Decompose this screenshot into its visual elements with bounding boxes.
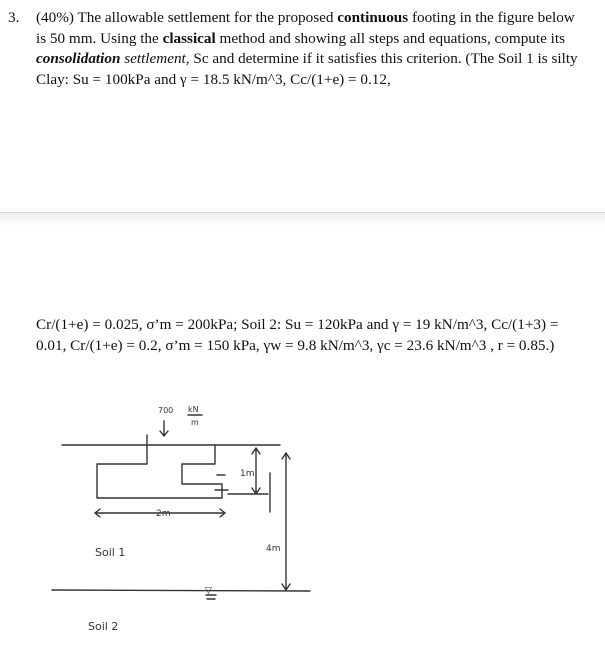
- section-separator: [0, 212, 605, 305]
- soil2-label: Soil 2: [88, 620, 119, 633]
- width-label: 2m: [156, 509, 171, 519]
- emphasis-settlement: settlement: [124, 50, 186, 67]
- text-seg: (40%) The allowable settlement for the proposed: [36, 9, 338, 26]
- water-table-icon: ▽: [205, 586, 212, 596]
- footing-sketch: [0, 395, 605, 647]
- text-seg: method and showing all steps and equations, compute its: [215, 29, 565, 47]
- question-number: 3.: [8, 9, 20, 26]
- emphasis-classical: classical: [162, 29, 216, 47]
- load-unit-top: kN: [188, 405, 199, 414]
- question-text-part1: [36, 8, 581, 90]
- text-seg: footing in the figure below is 50 mm. Using the: [36, 9, 575, 47]
- soil-layer-boundary: [52, 590, 310, 591]
- question-text-part2: Cr/(1+e) = 0.025, σ’m = 200kPa; Soil 2: Su = 120kPa and γ = 19 kN/m^3, Cc/(1+3) = 0.01, Cr/(1+e) = 0.2, σ’m = 150 kPa, γw = 9.8 kN/m^3, γc = 23.6 kN/m^3 , r = 0.85.): [36, 316, 559, 354]
- embed-label: 1m: [240, 469, 255, 479]
- depth-label: 4m: [266, 544, 281, 554]
- text-seg: , Sc and determine if it satisfies this criterion. (The Soil 1 is silty Clay: Su = 100kPa and γ = 18.5 kN/m^3, Cc/(1+e) = 0.12,: [36, 50, 578, 88]
- emphasis-continuous: continuous: [337, 9, 409, 26]
- emphasis-consolidation: consolidation: [36, 50, 121, 67]
- soil1-label: Soil 1: [95, 546, 126, 559]
- load-unit-bottom: m: [191, 418, 199, 427]
- load-value: 700: [158, 406, 174, 415]
